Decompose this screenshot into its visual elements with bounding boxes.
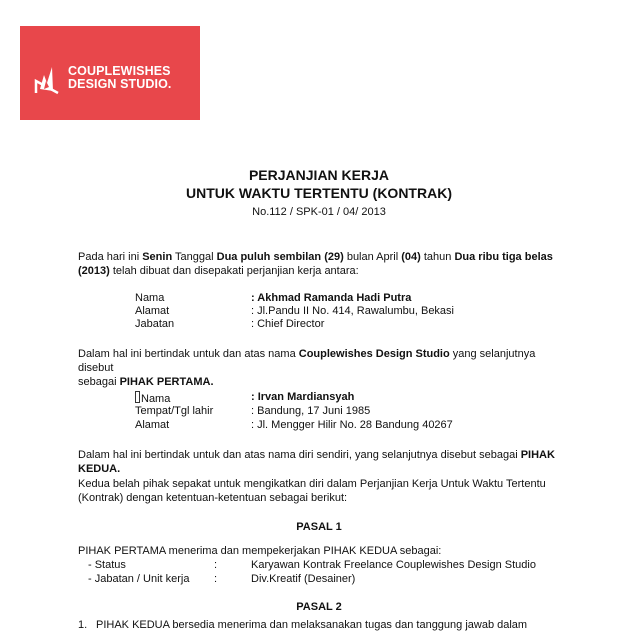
field-label: Jabatan <box>135 318 175 330</box>
logo-line-1: COUPLEWISHES <box>68 64 171 78</box>
party-label: PIHAK PERTAMA. <box>119 376 214 388</box>
intro-text: Tanggal <box>172 251 217 263</box>
field-colon: : <box>214 559 218 571</box>
field-value: Karyawan Kontrak Freelance Couplewishes Design Studio <box>251 559 536 571</box>
flame-logo-icon <box>34 63 60 95</box>
paragraph-text: sebagai <box>78 376 120 388</box>
paragraph-text: Dalam hal ini bertindak untuk dan atas nama diri sendiri, yang selanjutnya disebut sebagai <box>78 449 521 461</box>
paragraph-text: yang selanjutnya disebut <box>78 348 536 374</box>
pasal-1-heading: PASAL 1 <box>296 521 342 533</box>
document-subtitle: UNTUK WAKTU TERTENTU (KONTRAK) <box>186 185 452 201</box>
field-label: Tempat/Tgl lahir <box>135 405 214 417</box>
intro-month: (04) <box>401 251 421 263</box>
paragraph-text: Dalam hal ini bertindak untuk dan atas nama <box>78 348 299 360</box>
field-label: Alamat <box>135 305 170 317</box>
agreement-paragraph <box>78 477 558 505</box>
field-label <box>135 391 170 406</box>
intro-paragraph <box>78 250 558 278</box>
pasal-2-heading: PASAL 2 <box>296 601 342 613</box>
field-value: : Jl. Mengger Hilir No. 28 Bandung 40267 <box>251 419 453 431</box>
logo-text <box>68 65 172 91</box>
pasal-1-text: PIHAK PERTAMA menerima dan mempekerjakan PIHAK KEDUA sebagai: <box>78 545 442 557</box>
field-label: - Status <box>88 559 126 571</box>
party-label: PIHAK <box>520 449 555 461</box>
paragraph-text: (Kontrak) dengan ketentuan-ketentuan sebagai berikut: <box>78 492 348 504</box>
logo-line-2: DESIGN STUDIO. <box>68 77 172 91</box>
intro-text: tahun <box>420 251 455 263</box>
company-logo <box>20 26 200 120</box>
field-value: : Bandung, 17 Juni 1985 <box>251 405 371 417</box>
intro-text: Pada hari ini <box>78 251 143 263</box>
field-value: : Akhmad Ramanda Hadi Putra <box>251 292 412 304</box>
list-text: PIHAK KEDUA bersedia menerima dan melaksanakan tugas dan tanggung jawab dalam <box>96 619 528 631</box>
field-value: : Irvan Mardiansyah <box>251 391 355 403</box>
field-value: : Jl.Pandu II No. 414, Rawalumbu, Bekasi <box>251 305 454 317</box>
intro-date: Dua puluh sembilan (29) <box>216 251 344 263</box>
field-label-text: Nama <box>141 393 171 405</box>
field-colon: : <box>214 573 218 585</box>
text-cursor-marker <box>135 391 140 403</box>
company-name: Couplewishes Design Studio <box>298 348 450 360</box>
party-label: KEDUA. <box>78 463 121 475</box>
intro-day: Senin <box>142 251 173 263</box>
intro-year-words: Dua ribu tiga belas <box>454 251 553 263</box>
party2-acting-paragraph <box>78 448 558 476</box>
document-number: No.112 / SPK-01 / 04/ 2013 <box>252 206 386 218</box>
intro-year-number: (2013) <box>78 265 110 277</box>
field-value: : Chief Director <box>251 318 325 330</box>
field-label: Alamat <box>135 419 170 431</box>
intro-text: telah dibuat dan disepakati perjanjian kerja antara: <box>109 265 359 277</box>
paragraph-text: Kedua belah pihak sepakat untuk mengikatkan diri dalam Perjanjian Kerja Untuk Waktu Tertentu <box>78 478 546 490</box>
field-label: - Jabatan / Unit kerja <box>88 573 190 585</box>
document-title: PERJANJIAN KERJA <box>248 167 390 183</box>
field-label: Nama <box>135 292 165 304</box>
intro-text: bulan April <box>343 251 402 263</box>
party1-acting-paragraph <box>78 347 558 389</box>
list-number: 1. <box>78 619 88 631</box>
field-value: Div.Kreatif (Desainer) <box>251 573 356 585</box>
